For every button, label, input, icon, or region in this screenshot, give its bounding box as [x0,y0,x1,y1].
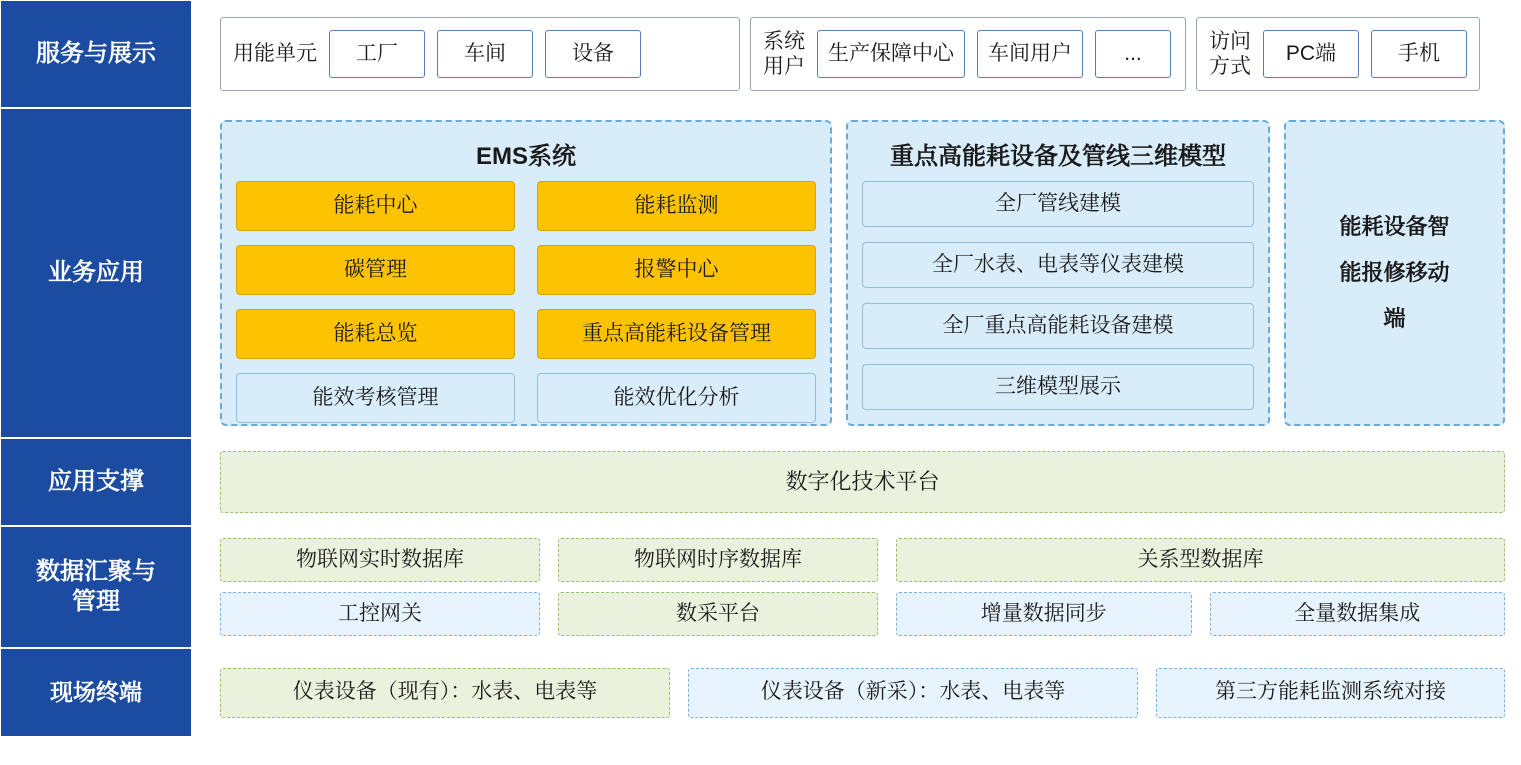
group-system-user-title-line1: 系统 [763,29,805,53]
layer-label-data-line2: 管理 [72,588,120,615]
layer-body-business [192,108,1521,438]
panel-3d-title: 重点高能耗设备及管线三维模型 [890,143,1226,170]
layer-application-support [0,438,1521,526]
data-item-incremental-sync[interactable]: 增量数据同步 [896,592,1192,636]
unit-item-equipment[interactable]: 设备 [545,30,641,78]
layer-body-data [192,526,1521,648]
group-access-title-line2: 方式 [1209,55,1251,78]
model3d-item-meter-modeling[interactable]: 全厂水表、电表等仪表建模 [862,242,1254,288]
mobile-label-line1: 能耗设备智 [1339,213,1450,239]
mobile-label-line3: 端 [1383,306,1406,332]
support-digital-technology-platform[interactable]: 数字化技术平台 [220,451,1505,513]
unit-item-factory[interactable]: 工厂 [329,30,425,78]
model3d-item-equipment-modeling[interactable]: 全厂重点高能耗设备建模 [862,303,1254,349]
user-item-production-center[interactable]: 生产保障中心 [817,30,965,78]
ems-module-grid [236,181,816,423]
group-access-method [1196,17,1480,91]
group-energy-unit [220,17,740,91]
layer-label-data [0,526,192,648]
ems-module-key-equipment-management[interactable]: 重点高能耗设备管理 [537,309,816,359]
access-item-pc[interactable]: PC端 [1263,30,1359,78]
group-access-method-title [1209,29,1251,79]
layer-body-service [192,0,1521,108]
data-item-full-integration[interactable]: 全量数据集成 [1210,592,1506,636]
model3d-item-pipeline-modeling[interactable]: 全厂管线建模 [862,181,1254,227]
ems-module-efficiency-assessment[interactable]: 能效考核管理 [236,373,515,423]
panel-mobile-label [1339,204,1449,343]
data-item-industrial-gateway[interactable]: 工控网关 [220,592,540,636]
model3d-item-model-display[interactable]: 三维模型展示 [862,364,1254,410]
unit-item-workshop[interactable]: 车间 [437,30,533,78]
layer-business-application [0,108,1521,438]
data-item-iot-timeseries-db[interactable]: 物联网时序数据库 [558,538,878,582]
panel-ems-title: EMS系统 [475,143,576,170]
layer-label-service: 服务与展示 [0,0,192,108]
group-system-user-title-line2: 用户 [763,55,805,78]
ems-module-efficiency-optimization[interactable]: 能效优化分析 [537,373,816,423]
ems-module-carbon-management[interactable]: 碳管理 [236,245,515,295]
group-system-user [750,17,1186,91]
layer-label-business: 业务应用 [0,108,192,438]
ems-module-energy-monitor[interactable]: 能耗监测 [537,181,816,231]
field-item-third-party-system[interactable]: 第三方能耗监测系统对接 [1156,668,1505,718]
layer-data-aggregation [0,526,1521,648]
data-item-collection-platform[interactable]: 数采平台 [558,592,878,636]
ems-module-energy-center[interactable]: 能耗中心 [236,181,515,231]
layer-body-support [192,438,1521,526]
group-access-title-line1: 访问 [1209,29,1251,53]
group-system-user-title [763,29,805,79]
mobile-label-line2: 能报修移动 [1339,259,1450,285]
layer-label-data-line1: 数据汇聚与 [36,558,156,585]
group-energy-unit-title: 用能单元 [233,42,317,66]
field-item-existing-meters[interactable]: 仪表设备（现有）：水表、电表等 [220,668,670,718]
data-row-databases [220,538,1505,582]
model3d-item-list [862,181,1254,410]
layer-service-presentation [0,0,1521,108]
layer-label-support: 应用支撑 [0,438,192,526]
panel-mobile-repair-app[interactable] [1284,120,1505,426]
field-item-new-meters[interactable]: 仪表设备（新采）：水表、电表等 [688,668,1138,718]
user-item-more[interactable]: ... [1095,30,1171,78]
access-item-mobile[interactable]: 手机 [1371,30,1467,78]
panel-ems-system [220,120,832,426]
ems-module-energy-overview[interactable]: 能耗总览 [236,309,515,359]
user-item-workshop-user[interactable]: 车间用户 [977,30,1083,78]
layer-body-field [192,648,1521,737]
ems-module-alarm-center[interactable]: 报警中心 [537,245,816,295]
data-item-iot-realtime-db[interactable]: 物联网实时数据库 [220,538,540,582]
panel-3d-model [846,120,1270,426]
layer-label-field: 现场终端 [0,648,192,737]
data-row-integration [220,592,1505,636]
layer-field-terminal [0,648,1521,737]
data-item-relational-db[interactable]: 关系型数据库 [896,538,1505,582]
